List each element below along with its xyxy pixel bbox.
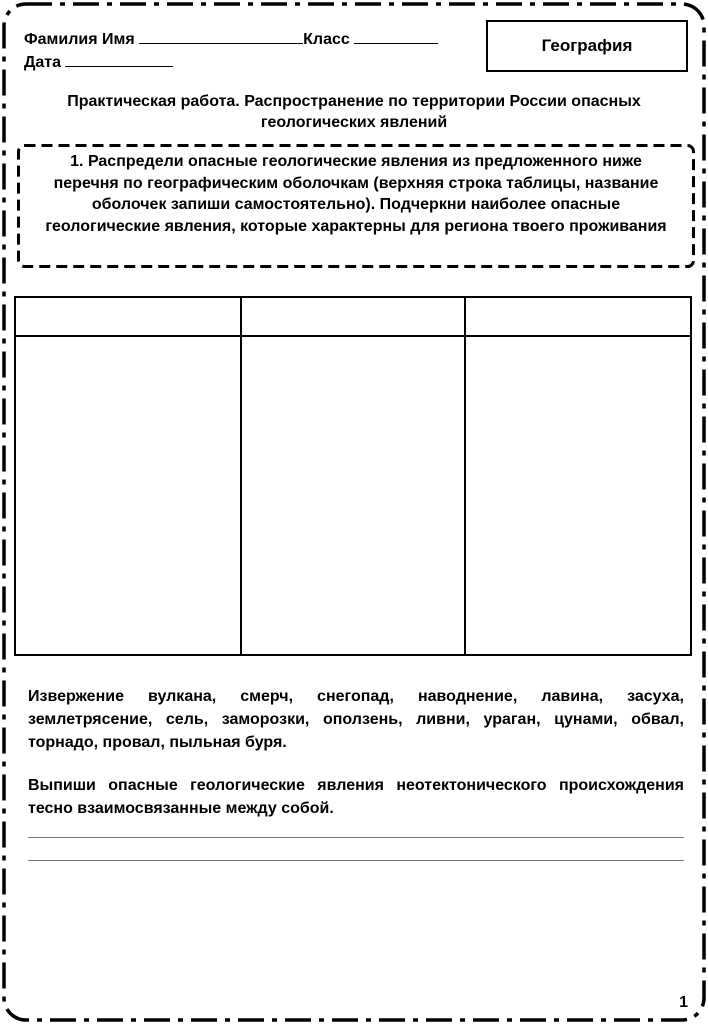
answer-line[interactable] — [28, 837, 684, 838]
student-info — [24, 28, 438, 74]
table-header-cell[interactable] — [465, 298, 690, 336]
table-body-cell[interactable] — [241, 336, 466, 654]
date-label: Дата — [24, 54, 62, 71]
shells-table — [14, 296, 692, 656]
page-number: 1 — [679, 994, 688, 1011]
surname-name-field[interactable] — [139, 31, 303, 44]
subject-box — [486, 20, 688, 72]
work-title: Практическая работа. Распространение по территории России опасных геологических явлений — [67, 93, 641, 131]
subject-label: География — [541, 36, 633, 55]
exercise-text: Выпиши опасные геологические явления неотектонического происхождения тесно взаимосвязанные между собой. — [28, 777, 684, 817]
table-header-cell[interactable] — [241, 298, 466, 336]
class-field[interactable] — [354, 31, 438, 44]
table-body-cell[interactable] — [16, 336, 241, 654]
answer-line[interactable] — [28, 860, 684, 861]
phenomena-list: Извержение вулкана, смерч, снегопад, наводнение, лавина, засуха, землетрясение, сель, заморозки, оползень, ливни, ураган, цунами, обвал, торнадо, провал, пыльная буря. — [28, 688, 684, 751]
table-body-row — [16, 336, 690, 654]
task-text: 1. Распредели опасные геологические явления из предложенного ниже перечня по географическим оболочкам (верхняя строка таблицы, название оболочек запиши самостоятельно). Подчеркни наиболее опасные геологические явления, которые характерны для региона твоего проживания — [45, 153, 667, 235]
task-box — [17, 144, 695, 268]
table-header-cell[interactable] — [16, 298, 241, 336]
table-body-cell[interactable] — [465, 336, 690, 654]
date-field[interactable] — [65, 54, 173, 67]
table-header-row — [16, 298, 690, 336]
surname-name-label: Фамилия Имя — [24, 31, 135, 48]
class-label: Класс — [303, 31, 350, 48]
